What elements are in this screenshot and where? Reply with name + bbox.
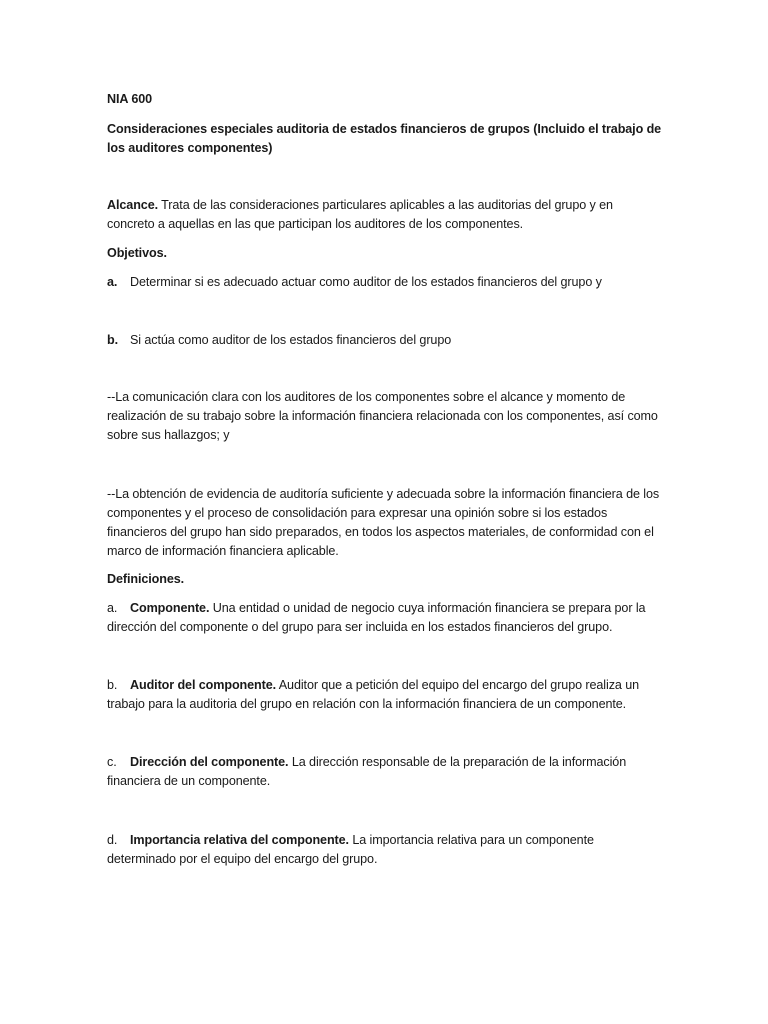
definicion-term-d: Importancia relativa del componente. — [130, 833, 349, 847]
definicion-letter-c: c. — [107, 755, 117, 769]
alcance-paragraph — [107, 196, 662, 234]
objetivo-subpoint-2: --La obtención de evidencia de auditoría suficiente y adecuada sobre la información financiera de los componentes y el proceso de consolidación para expresar una opinión sobre si los estados financieros del grupo han sido preparados, en todos los aspectos materiales, de conformidad con el marco de información financiera aplicable. — [107, 487, 660, 558]
objetivo-text-a: Determinar si es adecuado actuar como auditor de los estados financieros del grupo y — [130, 275, 602, 289]
definicion-letter-a: a. — [107, 601, 118, 615]
definicion-term-c: Dirección del componente. — [130, 755, 289, 769]
objetivos-heading: Objetivos. — [107, 246, 167, 260]
definiciones-heading: Definiciones. — [107, 572, 185, 586]
document-title: Consideraciones especiales auditoria de estados financieros de grupos (Incluido el trabajo de los auditores componentes) — [107, 122, 662, 155]
objetivo-subpoint-1: --La comunicación clara con los auditores de los componentes sobre el alcance y momento de realización de su trabajo sobre la información financiera relacionada con los componentes, así como sobre sus hallazgos; y — [107, 390, 658, 442]
definicion-item-b — [107, 676, 662, 714]
definicion-text-a: Una entidad o unidad de negocio cuya información financiera se prepara por la dirección del componente o del grupo para ser incluida en los estados financieros del grupo. — [107, 601, 646, 634]
definicion-item-a — [107, 599, 662, 637]
objetivo-item-a — [107, 273, 662, 292]
objetivo-item-b — [107, 331, 662, 350]
definicion-text-c: La dirección responsable de la preparación de la información financiera de un componente. — [107, 755, 627, 788]
definicion-text-b: Auditor que a petición del equipo del encargo del grupo realiza un trabajo para la auditoria del grupo en relación con la información financiera de un componente. — [107, 678, 640, 711]
alcance-text: Trata de las consideraciones particulares aplicables a las auditorias del grupo y en concreto a aquellas en las que participan los auditores de los componentes. — [107, 198, 613, 231]
definicion-term-a: Componente. — [130, 601, 210, 615]
objetivo-letter-a: a. — [107, 275, 118, 289]
definicion-text-d: La importancia relativa para un componente determinado por el equipo del encargo del grupo. — [107, 833, 594, 866]
alcance-label: Alcance. — [107, 198, 159, 212]
definicion-item-d — [107, 831, 662, 869]
definicion-term-b: Auditor del componente. — [130, 678, 277, 692]
objetivo-text-b: Si actúa como auditor de los estados financieros del grupo — [130, 333, 452, 347]
document-code: NIA 600 — [107, 92, 153, 106]
definicion-letter-d: d. — [107, 833, 118, 847]
objetivo-letter-b: b. — [107, 333, 118, 347]
definicion-item-c — [107, 753, 662, 791]
definicion-letter-b: b. — [107, 678, 118, 692]
